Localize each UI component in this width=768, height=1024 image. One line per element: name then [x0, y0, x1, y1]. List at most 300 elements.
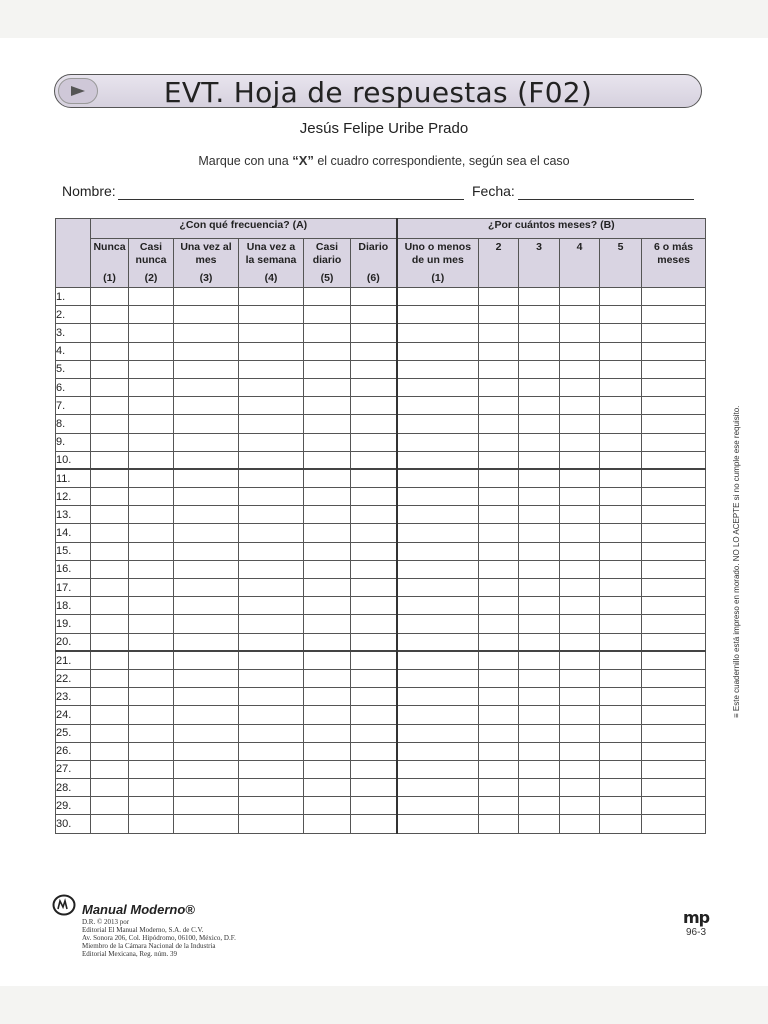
answer-cell[interactable]: [479, 797, 519, 815]
answer-cell[interactable]: [174, 651, 239, 669]
answer-cell[interactable]: [519, 797, 560, 815]
answer-cell[interactable]: [479, 706, 519, 724]
answer-cell[interactable]: [560, 378, 600, 396]
answer-cell[interactable]: [129, 488, 174, 506]
answer-cell[interactable]: [600, 815, 642, 833]
answer-cell[interactable]: [519, 488, 560, 506]
answer-cell[interactable]: [174, 579, 239, 597]
answer-cell[interactable]: [351, 597, 397, 615]
answer-cell[interactable]: [174, 542, 239, 560]
answer-cell[interactable]: [600, 560, 642, 578]
answer-cell[interactable]: [304, 615, 351, 633]
answer-cell[interactable]: [239, 542, 304, 560]
answer-cell[interactable]: [91, 724, 129, 742]
answer-cell[interactable]: [479, 760, 519, 778]
answer-cell[interactable]: [91, 742, 129, 760]
answer-cell[interactable]: [351, 706, 397, 724]
answer-cell[interactable]: [239, 579, 304, 597]
answer-cell[interactable]: [519, 360, 560, 378]
answer-cell[interactable]: [351, 360, 397, 378]
answer-cell[interactable]: [129, 633, 174, 651]
answer-cell[interactable]: [642, 651, 706, 669]
answer-cell[interactable]: [351, 415, 397, 433]
answer-cell[interactable]: [479, 433, 519, 451]
answer-cell[interactable]: [560, 669, 600, 687]
answer-cell[interactable]: [642, 488, 706, 506]
answer-cell[interactable]: [91, 342, 129, 360]
answer-cell[interactable]: [91, 688, 129, 706]
answer-cell[interactable]: [642, 288, 706, 306]
answer-cell[interactable]: [304, 360, 351, 378]
answer-cell[interactable]: [397, 815, 479, 833]
answer-cell[interactable]: [600, 669, 642, 687]
answer-cell[interactable]: [174, 397, 239, 415]
answer-cell[interactable]: [560, 288, 600, 306]
answer-cell[interactable]: [397, 651, 479, 669]
answer-cell[interactable]: [174, 742, 239, 760]
answer-cell[interactable]: [351, 288, 397, 306]
answer-cell[interactable]: [479, 597, 519, 615]
answer-cell[interactable]: [519, 706, 560, 724]
answer-cell[interactable]: [397, 378, 479, 396]
answer-cell[interactable]: [560, 597, 600, 615]
answer-cell[interactable]: [397, 579, 479, 597]
answer-cell[interactable]: [519, 542, 560, 560]
answer-cell[interactable]: [91, 397, 129, 415]
answer-cell[interactable]: [174, 506, 239, 524]
answer-cell[interactable]: [560, 469, 600, 487]
answer-cell[interactable]: [91, 560, 129, 578]
answer-cell[interactable]: [351, 633, 397, 651]
answer-cell[interactable]: [304, 688, 351, 706]
answer-cell[interactable]: [519, 579, 560, 597]
answer-cell[interactable]: [351, 724, 397, 742]
answer-cell[interactable]: [600, 469, 642, 487]
answer-cell[interactable]: [642, 579, 706, 597]
answer-cell[interactable]: [479, 724, 519, 742]
answer-cell[interactable]: [560, 615, 600, 633]
answer-cell[interactable]: [519, 688, 560, 706]
answer-cell[interactable]: [174, 378, 239, 396]
answer-cell[interactable]: [304, 488, 351, 506]
answer-cell[interactable]: [397, 451, 479, 469]
answer-cell[interactable]: [642, 724, 706, 742]
answer-cell[interactable]: [129, 415, 174, 433]
answer-cell[interactable]: [304, 779, 351, 797]
answer-cell[interactable]: [304, 760, 351, 778]
answer-cell[interactable]: [642, 560, 706, 578]
answer-cell[interactable]: [397, 469, 479, 487]
answer-cell[interactable]: [642, 742, 706, 760]
answer-cell[interactable]: [519, 397, 560, 415]
answer-cell[interactable]: [129, 560, 174, 578]
answer-cell[interactable]: [174, 469, 239, 487]
answer-cell[interactable]: [91, 469, 129, 487]
answer-cell[interactable]: [519, 415, 560, 433]
answer-cell[interactable]: [397, 542, 479, 560]
answer-cell[interactable]: [91, 360, 129, 378]
answer-cell[interactable]: [174, 760, 239, 778]
answer-cell[interactable]: [519, 760, 560, 778]
answer-cell[interactable]: [600, 342, 642, 360]
answer-cell[interactable]: [91, 415, 129, 433]
answer-cell[interactable]: [351, 542, 397, 560]
answer-cell[interactable]: [397, 779, 479, 797]
answer-cell[interactable]: [642, 797, 706, 815]
answer-cell[interactable]: [239, 469, 304, 487]
answer-cell[interactable]: [642, 397, 706, 415]
answer-cell[interactable]: [351, 451, 397, 469]
answer-cell[interactable]: [129, 597, 174, 615]
answer-cell[interactable]: [519, 560, 560, 578]
answer-cell[interactable]: [642, 615, 706, 633]
answer-cell[interactable]: [351, 560, 397, 578]
answer-cell[interactable]: [397, 760, 479, 778]
answer-cell[interactable]: [239, 415, 304, 433]
answer-cell[interactable]: [239, 433, 304, 451]
answer-cell[interactable]: [479, 688, 519, 706]
answer-cell[interactable]: [304, 542, 351, 560]
answer-cell[interactable]: [304, 433, 351, 451]
answer-cell[interactable]: [519, 433, 560, 451]
answer-cell[interactable]: [304, 579, 351, 597]
answer-cell[interactable]: [91, 760, 129, 778]
answer-cell[interactable]: [91, 542, 129, 560]
answer-cell[interactable]: [519, 324, 560, 342]
answer-cell[interactable]: [239, 615, 304, 633]
answer-cell[interactable]: [351, 615, 397, 633]
answer-cell[interactable]: [519, 779, 560, 797]
answer-cell[interactable]: [91, 324, 129, 342]
answer-cell[interactable]: [397, 360, 479, 378]
answer-cell[interactable]: [642, 688, 706, 706]
answer-cell[interactable]: [600, 488, 642, 506]
answer-cell[interactable]: [397, 688, 479, 706]
answer-cell[interactable]: [174, 360, 239, 378]
answer-cell[interactable]: [479, 306, 519, 324]
answer-cell[interactable]: [560, 724, 600, 742]
answer-cell[interactable]: [129, 669, 174, 687]
answer-cell[interactable]: [351, 469, 397, 487]
answer-cell[interactable]: [397, 342, 479, 360]
answer-cell[interactable]: [479, 415, 519, 433]
answer-cell[interactable]: [479, 451, 519, 469]
answer-cell[interactable]: [174, 724, 239, 742]
answer-cell[interactable]: [479, 397, 519, 415]
answer-cell[interactable]: [600, 779, 642, 797]
answer-cell[interactable]: [600, 451, 642, 469]
answer-cell[interactable]: [519, 669, 560, 687]
answer-cell[interactable]: [304, 651, 351, 669]
answer-cell[interactable]: [519, 506, 560, 524]
answer-cell[interactable]: [642, 506, 706, 524]
answer-cell[interactable]: [600, 688, 642, 706]
answer-cell[interactable]: [560, 360, 600, 378]
answer-cell[interactable]: [560, 760, 600, 778]
answer-cell[interactable]: [91, 288, 129, 306]
answer-cell[interactable]: [560, 706, 600, 724]
answer-cell[interactable]: [351, 433, 397, 451]
answer-cell[interactable]: [129, 815, 174, 833]
answer-cell[interactable]: [129, 306, 174, 324]
answer-cell[interactable]: [479, 615, 519, 633]
answer-cell[interactable]: [174, 779, 239, 797]
answer-cell[interactable]: [91, 669, 129, 687]
answer-cell[interactable]: [519, 288, 560, 306]
answer-cell[interactable]: [174, 488, 239, 506]
answer-cell[interactable]: [239, 597, 304, 615]
answer-cell[interactable]: [479, 779, 519, 797]
answer-cell[interactable]: [600, 306, 642, 324]
answer-cell[interactable]: [600, 542, 642, 560]
answer-cell[interactable]: [560, 579, 600, 597]
answer-cell[interactable]: [519, 469, 560, 487]
answer-cell[interactable]: [174, 433, 239, 451]
answer-cell[interactable]: [304, 415, 351, 433]
date-field[interactable]: [518, 199, 694, 200]
answer-cell[interactable]: [519, 378, 560, 396]
answer-cell[interactable]: [91, 488, 129, 506]
answer-cell[interactable]: [174, 797, 239, 815]
answer-cell[interactable]: [560, 524, 600, 542]
answer-cell[interactable]: [239, 651, 304, 669]
answer-cell[interactable]: [642, 779, 706, 797]
answer-cell[interactable]: [560, 742, 600, 760]
answer-cell[interactable]: [642, 542, 706, 560]
answer-cell[interactable]: [91, 706, 129, 724]
name-field[interactable]: [118, 199, 464, 200]
answer-cell[interactable]: [519, 724, 560, 742]
answer-cell[interactable]: [129, 360, 174, 378]
answer-cell[interactable]: [519, 524, 560, 542]
answer-cell[interactable]: [397, 397, 479, 415]
answer-cell[interactable]: [129, 506, 174, 524]
answer-cell[interactable]: [397, 524, 479, 542]
answer-cell[interactable]: [129, 451, 174, 469]
answer-cell[interactable]: [519, 451, 560, 469]
answer-cell[interactable]: [304, 324, 351, 342]
answer-cell[interactable]: [479, 506, 519, 524]
answer-cell[interactable]: [479, 469, 519, 487]
answer-cell[interactable]: [174, 597, 239, 615]
answer-cell[interactable]: [91, 433, 129, 451]
answer-cell[interactable]: [351, 760, 397, 778]
answer-cell[interactable]: [304, 469, 351, 487]
answer-cell[interactable]: [600, 760, 642, 778]
answer-cell[interactable]: [129, 524, 174, 542]
answer-cell[interactable]: [397, 706, 479, 724]
answer-cell[interactable]: [600, 615, 642, 633]
answer-cell[interactable]: [479, 579, 519, 597]
answer-cell[interactable]: [479, 633, 519, 651]
answer-cell[interactable]: [351, 579, 397, 597]
answer-cell[interactable]: [304, 633, 351, 651]
answer-cell[interactable]: [304, 560, 351, 578]
answer-cell[interactable]: [174, 324, 239, 342]
answer-cell[interactable]: [129, 779, 174, 797]
answer-cell[interactable]: [479, 324, 519, 342]
answer-cell[interactable]: [642, 378, 706, 396]
answer-cell[interactable]: [642, 433, 706, 451]
answer-cell[interactable]: [560, 542, 600, 560]
answer-cell[interactable]: [600, 724, 642, 742]
answer-cell[interactable]: [129, 324, 174, 342]
answer-cell[interactable]: [239, 688, 304, 706]
answer-cell[interactable]: [519, 651, 560, 669]
answer-cell[interactable]: [642, 633, 706, 651]
answer-cell[interactable]: [174, 706, 239, 724]
answer-cell[interactable]: [91, 633, 129, 651]
answer-cell[interactable]: [397, 306, 479, 324]
answer-cell[interactable]: [91, 815, 129, 833]
answer-cell[interactable]: [239, 779, 304, 797]
answer-cell[interactable]: [642, 815, 706, 833]
answer-cell[interactable]: [239, 306, 304, 324]
answer-cell[interactable]: [642, 342, 706, 360]
answer-cell[interactable]: [397, 724, 479, 742]
answer-cell[interactable]: [129, 433, 174, 451]
answer-cell[interactable]: [397, 324, 479, 342]
answer-cell[interactable]: [397, 615, 479, 633]
answer-cell[interactable]: [304, 306, 351, 324]
answer-cell[interactable]: [174, 306, 239, 324]
answer-cell[interactable]: [479, 542, 519, 560]
answer-cell[interactable]: [304, 742, 351, 760]
answer-cell[interactable]: [239, 451, 304, 469]
answer-cell[interactable]: [239, 669, 304, 687]
answer-cell[interactable]: [600, 706, 642, 724]
answer-cell[interactable]: [91, 524, 129, 542]
answer-cell[interactable]: [560, 506, 600, 524]
answer-cell[interactable]: [519, 742, 560, 760]
answer-cell[interactable]: [351, 651, 397, 669]
answer-cell[interactable]: [174, 342, 239, 360]
answer-cell[interactable]: [351, 488, 397, 506]
answer-cell[interactable]: [560, 415, 600, 433]
answer-cell[interactable]: [600, 360, 642, 378]
answer-cell[interactable]: [560, 451, 600, 469]
answer-cell[interactable]: [351, 306, 397, 324]
answer-cell[interactable]: [351, 797, 397, 815]
answer-cell[interactable]: [91, 797, 129, 815]
answer-cell[interactable]: [600, 651, 642, 669]
answer-cell[interactable]: [174, 688, 239, 706]
answer-cell[interactable]: [239, 724, 304, 742]
answer-cell[interactable]: [351, 688, 397, 706]
answer-cell[interactable]: [351, 397, 397, 415]
answer-cell[interactable]: [304, 288, 351, 306]
answer-cell[interactable]: [129, 742, 174, 760]
answer-cell[interactable]: [239, 378, 304, 396]
answer-cell[interactable]: [479, 524, 519, 542]
answer-cell[interactable]: [397, 433, 479, 451]
answer-cell[interactable]: [91, 597, 129, 615]
answer-cell[interactable]: [479, 560, 519, 578]
answer-cell[interactable]: [174, 815, 239, 833]
answer-cell[interactable]: [600, 742, 642, 760]
answer-cell[interactable]: [129, 579, 174, 597]
answer-cell[interactable]: [129, 288, 174, 306]
answer-cell[interactable]: [600, 433, 642, 451]
answer-cell[interactable]: [560, 633, 600, 651]
answer-cell[interactable]: [479, 742, 519, 760]
answer-cell[interactable]: [560, 815, 600, 833]
answer-cell[interactable]: [239, 815, 304, 833]
answer-cell[interactable]: [600, 506, 642, 524]
answer-cell[interactable]: [351, 815, 397, 833]
answer-cell[interactable]: [600, 288, 642, 306]
answer-cell[interactable]: [351, 779, 397, 797]
answer-cell[interactable]: [304, 506, 351, 524]
answer-cell[interactable]: [239, 288, 304, 306]
answer-cell[interactable]: [479, 651, 519, 669]
answer-cell[interactable]: [351, 742, 397, 760]
answer-cell[interactable]: [304, 797, 351, 815]
answer-cell[interactable]: [600, 797, 642, 815]
answer-cell[interactable]: [129, 724, 174, 742]
answer-cell[interactable]: [397, 797, 479, 815]
answer-cell[interactable]: [351, 324, 397, 342]
answer-cell[interactable]: [600, 633, 642, 651]
answer-cell[interactable]: [129, 760, 174, 778]
answer-cell[interactable]: [304, 815, 351, 833]
answer-cell[interactable]: [351, 506, 397, 524]
answer-cell[interactable]: [642, 306, 706, 324]
answer-cell[interactable]: [129, 342, 174, 360]
answer-cell[interactable]: [174, 415, 239, 433]
answer-cell[interactable]: [174, 524, 239, 542]
answer-cell[interactable]: [560, 651, 600, 669]
answer-cell[interactable]: [397, 742, 479, 760]
answer-cell[interactable]: [560, 433, 600, 451]
answer-cell[interactable]: [91, 615, 129, 633]
answer-cell[interactable]: [239, 342, 304, 360]
answer-cell[interactable]: [304, 397, 351, 415]
answer-cell[interactable]: [304, 669, 351, 687]
answer-cell[interactable]: [91, 306, 129, 324]
answer-cell[interactable]: [239, 560, 304, 578]
answer-cell[interactable]: [642, 669, 706, 687]
answer-cell[interactable]: [642, 451, 706, 469]
answer-cell[interactable]: [351, 669, 397, 687]
answer-cell[interactable]: [600, 415, 642, 433]
answer-cell[interactable]: [351, 378, 397, 396]
answer-cell[interactable]: [642, 760, 706, 778]
answer-cell[interactable]: [479, 342, 519, 360]
answer-cell[interactable]: [519, 633, 560, 651]
answer-cell[interactable]: [91, 651, 129, 669]
answer-cell[interactable]: [129, 706, 174, 724]
answer-cell[interactable]: [479, 288, 519, 306]
answer-cell[interactable]: [397, 415, 479, 433]
answer-cell[interactable]: [479, 669, 519, 687]
answer-cell[interactable]: [174, 633, 239, 651]
answer-cell[interactable]: [519, 342, 560, 360]
answer-cell[interactable]: [174, 615, 239, 633]
answer-cell[interactable]: [397, 288, 479, 306]
answer-cell[interactable]: [642, 597, 706, 615]
answer-cell[interactable]: [560, 488, 600, 506]
answer-cell[interactable]: [519, 815, 560, 833]
answer-cell[interactable]: [174, 560, 239, 578]
answer-cell[interactable]: [91, 579, 129, 597]
answer-cell[interactable]: [304, 597, 351, 615]
answer-cell[interactable]: [642, 706, 706, 724]
answer-cell[interactable]: [239, 488, 304, 506]
answer-cell[interactable]: [397, 560, 479, 578]
answer-cell[interactable]: [239, 524, 304, 542]
answer-cell[interactable]: [600, 324, 642, 342]
